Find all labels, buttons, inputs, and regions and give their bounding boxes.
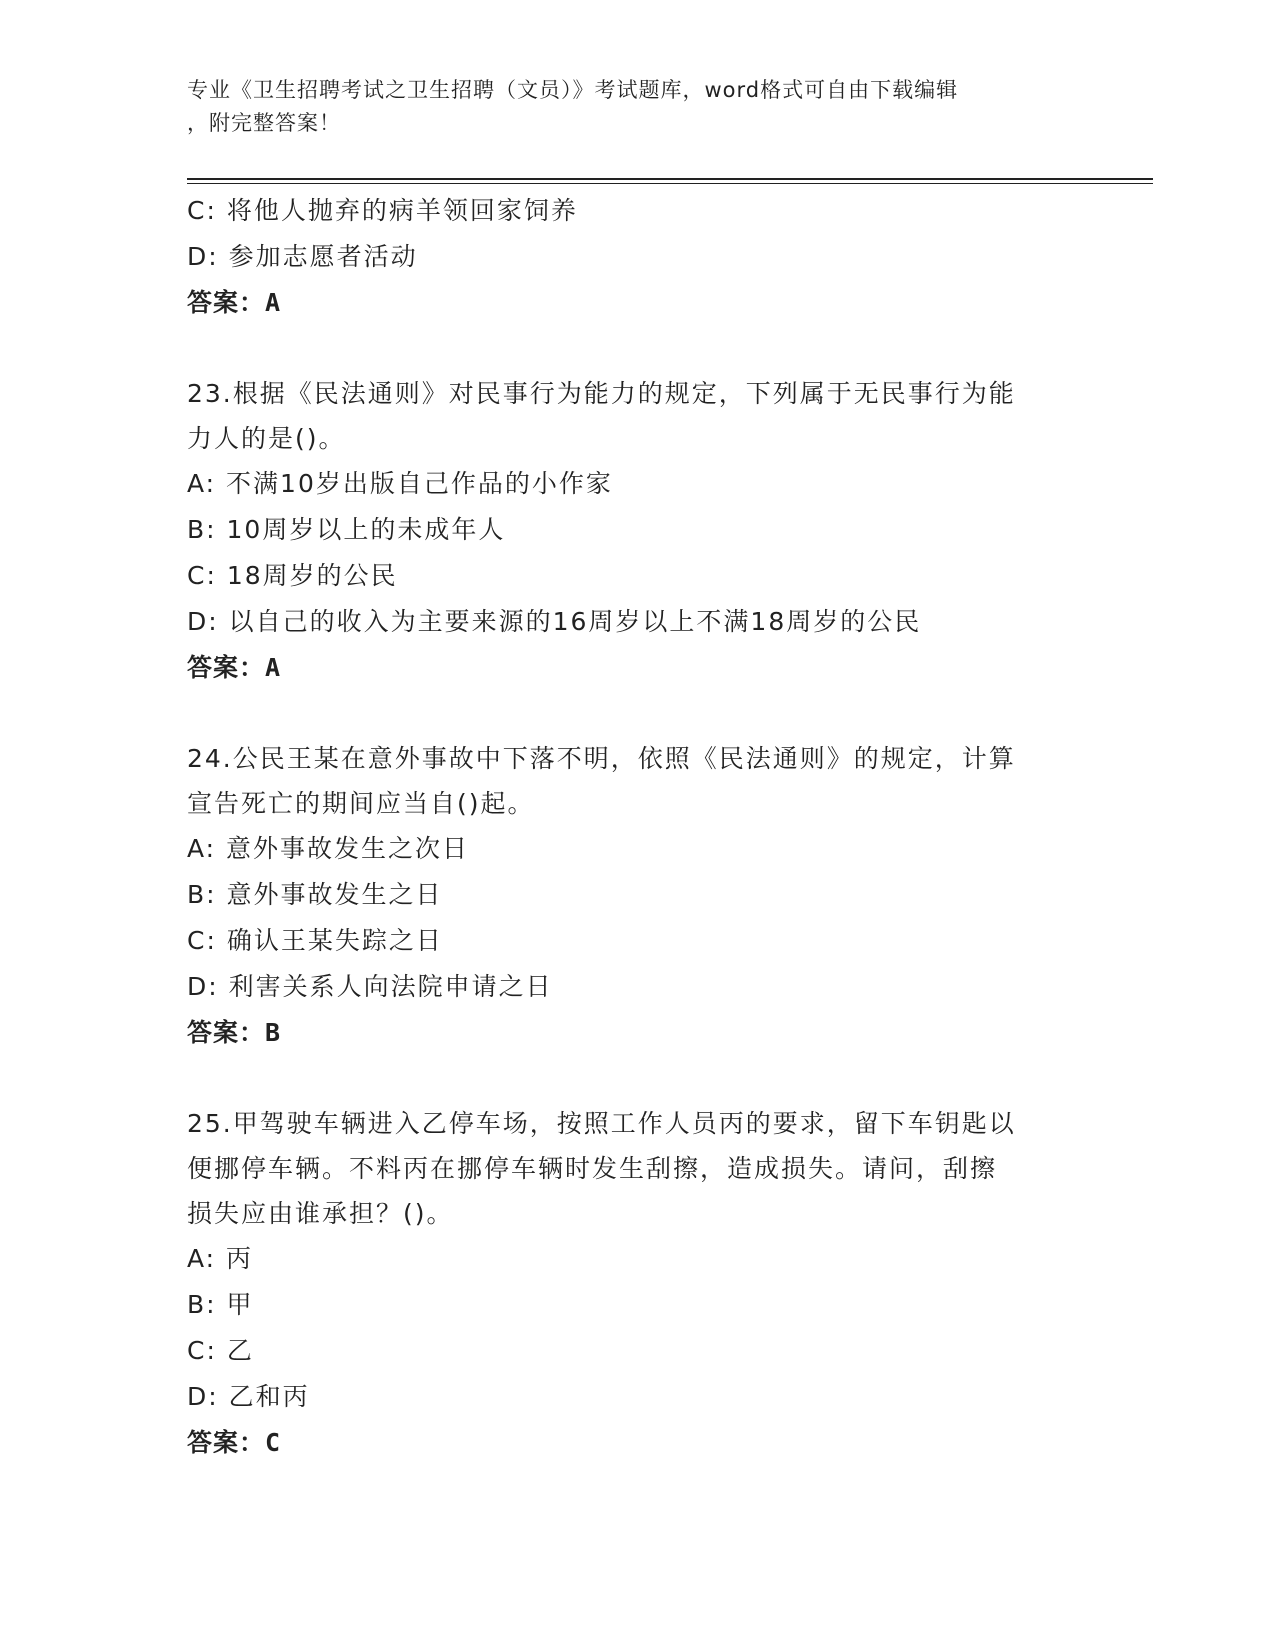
- question-stem-line: 24.公民王某在意外事故中下落不明，依照《民法通则》的规定，计算: [187, 744, 1016, 773]
- question-stem-line: 25.甲驾驶车辆进入乙停车场，按照工作人员丙的要求，留下车钥匙以: [187, 1109, 1016, 1138]
- option-c: C: 将他人抛弃的病羊领回家饲养: [187, 196, 578, 225]
- option-c: C: 18周岁的公民: [187, 561, 398, 590]
- option-d: D: 参加志愿者活动: [187, 242, 418, 271]
- header-line-1: 专业《卫生招聘考试之卫生招聘（文员）》考试题库，word格式可自由下载编辑: [187, 78, 959, 102]
- question-25: [187, 1101, 1087, 1466]
- header-divider-thick: [187, 178, 1153, 180]
- option-d: D: 以自己的收入为主要来源的16周岁以上不满18周岁的公民: [187, 607, 922, 636]
- question-24: [187, 736, 1087, 1056]
- option-c: C: 确认王某失踪之日: [187, 926, 443, 955]
- question-23: [187, 371, 1087, 691]
- option-d: D: 乙和丙: [187, 1382, 310, 1411]
- option-b: B: 意外事故发生之日: [187, 880, 443, 909]
- question-stem-line: 便挪停车辆。不料丙在挪停车辆时发生刮擦，造成损失。请问，刮擦: [187, 1154, 998, 1183]
- question-22-tail: [187, 188, 1087, 326]
- spacer: [187, 691, 1087, 736]
- option-c: C: 乙: [187, 1336, 254, 1365]
- option-a: A: 丙: [187, 1244, 254, 1273]
- header-divider-thin: [187, 183, 1153, 184]
- question-stem-line: 宣告死亡的期间应当自()起。: [187, 789, 535, 818]
- document-header: [187, 74, 1067, 140]
- header-line-2: ，附完整答案！: [187, 111, 341, 135]
- answer-line: 答案：A: [187, 288, 282, 317]
- question-stem-line: 力人的是()。: [187, 424, 346, 453]
- question-stem-line: 损失应由谁承担？()。: [187, 1199, 454, 1228]
- answer-line: 答案：A: [187, 653, 282, 682]
- option-a: A: 意外事故发生之次日: [187, 834, 470, 863]
- question-stem-line: 23.根据《民法通则》对民事行为能力的规定，下列属于无民事行为能: [187, 379, 1016, 408]
- option-d: D: 利害关系人向法院申请之日: [187, 972, 553, 1001]
- spacer: [187, 326, 1087, 371]
- option-a: A: 不满10岁出版自己作品的小作家: [187, 469, 613, 498]
- option-b: B: 10周岁以上的未成年人: [187, 515, 506, 544]
- question-list: [187, 188, 1087, 1466]
- option-b: B: 甲: [187, 1290, 254, 1319]
- spacer: [187, 1056, 1087, 1101]
- answer-line: 答案：B: [187, 1018, 282, 1047]
- answer-line: 答案：C: [187, 1428, 282, 1457]
